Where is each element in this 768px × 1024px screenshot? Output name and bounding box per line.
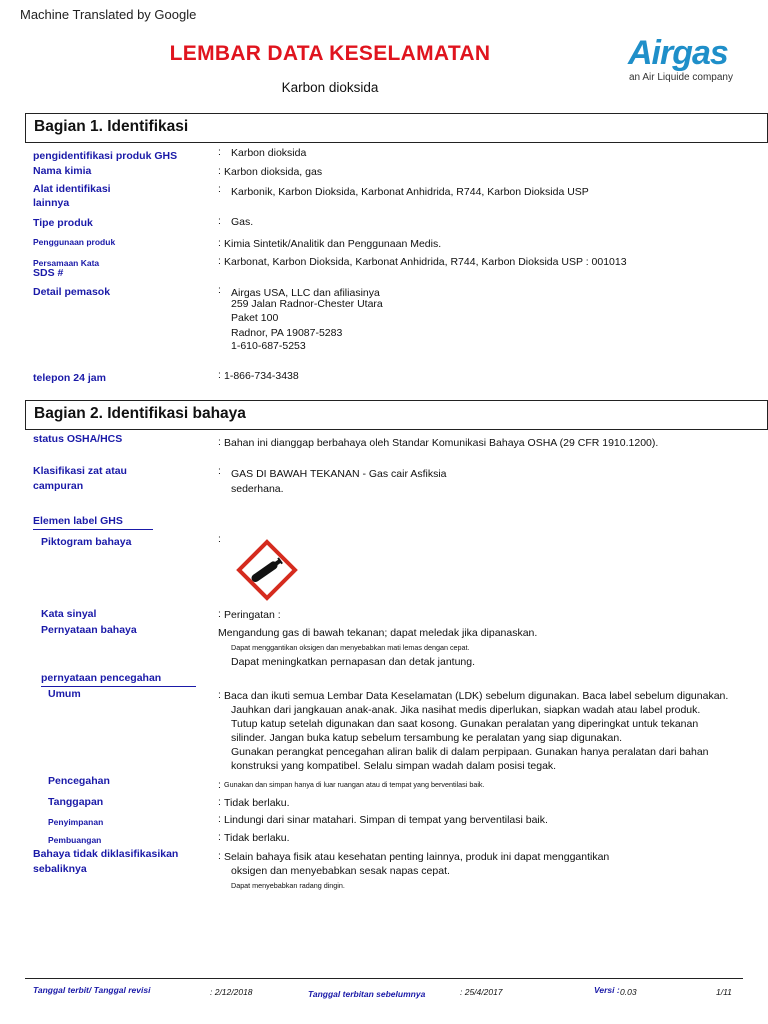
response-label: Tanggapan [48,796,104,808]
supplier-line: 1-610-687-5253 [231,340,306,352]
logo-wordmark: Airgas [628,34,728,72]
page-number: 1/11 [716,987,732,997]
colon: : [218,608,221,620]
gas-cylinder-diamond-icon [236,539,298,601]
logo-tagline: an Air Liquide company [629,72,733,83]
pictogram-label: Piktogram bahaya [41,536,132,548]
signal-word-label: Kata sinyal [41,608,97,620]
supplier-line: Airgas USA, LLC dan afiliasinya [231,287,380,299]
emergency-phone-label: telepon 24 jam [33,372,106,384]
classification-value: GAS DI BAWAH TEKANAN - Gas cair Asfiksia [231,468,447,480]
general-line: konstruksi yang kompatibel. Selalu simpan wadah dalam posisi tegak. [231,760,557,772]
storage-label: Penyimpanan [48,817,104,827]
sds-number-label: SDS # [33,267,64,279]
section-1-header [25,113,768,143]
ghs-identifier-value: Karbon dioksida [231,147,307,159]
issue-date-value: : 2/12/2018 [210,987,253,997]
footer-rule [25,978,743,979]
general-line: Jauhkan dari jangkauan anak-anak. Jika nasihat medis diperlukan, siapkan wadah atau label produk. [231,704,701,716]
general-line: silinder. Jangan buka katup sebelum tersambung ke peralatan yang siap digunakan. [231,732,623,744]
other-identifier-value: Karbonik, Karbon Dioksida, Karbonat Anhidrida, R744, Karbon Dioksida USP [231,186,589,198]
classification-label: Klasifikasi zat atau [33,465,127,477]
version-value: 0.03 [620,987,637,997]
colon: : [218,850,221,862]
other-identifier-label-2: lainnya [33,197,70,209]
colon: : [218,779,221,791]
colon: : [218,369,221,381]
osha-status-value: Bahan ini dianggap berbahaya oleh Standar Komunikasi Bahaya OSHA (29 CFR 1910.1200). [224,437,659,449]
synonym-value: Karbonat, Karbon Dioksida, Karbonat Anhidrida, R744, Karbon Dioksida USP : 001013 [224,256,627,268]
general-line: Tutup katup setelah digunakan dan saat kosong. Gunakan peralatan yang diperingkat untuk tekanan [231,718,699,730]
precautionary-heading: pernyataan pencegahan [41,671,196,687]
colon: : [218,215,221,227]
supplier-line: Paket 100 [231,312,279,324]
supplier-line: 259 Jalan Radnor-Chester Utara [231,298,383,310]
supplier-label: Detail pemasok [33,286,111,298]
previous-date-value: : 25/4/2017 [460,987,503,997]
colon: : [218,796,221,808]
section-2-header [25,400,768,430]
ghs-label-elements-heading: Elemen label GHS [33,514,153,530]
colon: : [218,237,221,249]
disposal-label: Pembuangan [48,835,102,845]
other-hazards-value: Selain bahaya fisik atau kesehatan penting lainnya, produk ini dapat menggantikan [224,851,610,863]
previous-date-label: Tanggal terbitan sebelumnya [308,989,426,999]
signal-word-value: Peringatan : [224,609,281,621]
page-title: LEMBAR DATA KESELAMATAN [169,42,491,65]
colon: : [218,146,221,158]
classification-value-2: sederhana. [231,483,284,495]
product-use-label: Penggunaan produk [33,237,116,247]
general-line: Baca dan ikuti semua Lembar Data Keselamatan (LDK) sebelum digunakan. Baca label sebelum digunakan. [224,690,729,702]
disposal-value: Tidak berlaku. [224,832,290,844]
airgas-logo [628,36,743,83]
other-hazards-label: Bahaya tidak diklasifikasikan [33,848,179,860]
machine-translated-note: Machine Translated by Google [20,7,197,22]
response-value: Tidak berlaku. [224,797,290,809]
colon: : [218,831,221,843]
chemical-name-value: Karbon dioksida, gas [224,166,323,178]
product-type-label: Tipe produk [33,217,93,229]
colon: : [218,465,221,477]
section-2-title: Bagian 2. Identifikasi bahaya [34,405,246,422]
hazard-statement-value-2: Dapat menggantikan oksigen dan menyebabkan mati lemas dengan cepat. [231,643,470,652]
colon: : [218,183,221,195]
hazard-statement-value-3: Dapat meningkatkan pernapasan dan detak jantung. [231,656,476,668]
product-use-value: Kimia Sintetik/Analitik dan Penggunaan Medis. [224,238,442,250]
colon: : [218,813,221,825]
prevention-value: Gunakan dan simpan hanya di luar ruangan atau di tempat yang berventilasi baik. [224,780,485,789]
storage-value: Lindungi dari sinar matahari. Simpan di tempat yang berventilasi baik. [224,814,548,826]
issue-date-label: Tanggal terbit/ Tanggal revisi [33,985,151,995]
supplier-line: Radnor, PA 19087-5283 [231,327,343,339]
colon: : [218,436,221,448]
colon: : [218,284,221,296]
product-type-value: Gas. [231,216,254,228]
colon: : [218,689,221,701]
prevention-label: Pencegahan [48,775,110,787]
hazard-statement-value: Mengandung gas di bawah tekanan; dapat meledak jika dipanaskan. [218,627,538,639]
other-hazards-value-2: oksigen dan menyebabkan sesak napas cepat. [231,865,450,877]
emergency-phone-value: 1-866-734-3438 [224,370,299,382]
product-subtitle: Karbon dioksida [281,80,379,95]
synonym-label: Persamaan Kata [33,258,100,268]
section-1-title: Bagian 1. Identifikasi [34,118,189,135]
colon: : [218,255,221,267]
colon: : [218,165,221,177]
colon: : [218,533,221,545]
chemical-name-label: Nama kimia [33,165,92,177]
other-hazards-label-2: sebaliknya [33,863,87,875]
hazard-statement-label: Pernyataan bahaya [41,624,137,636]
general-line: Gunakan perangkat pencegahan aliran balik di dalam perpipaan. Gunakan hanya peralatan dari bahan [231,746,709,758]
other-hazards-value-3: Dapat menyebabkan radang dingin. [231,881,345,890]
osha-status-label: status OSHA/HCS [33,433,123,445]
other-identifier-label: Alat identifikasi [33,183,111,195]
version-label: Versi : [594,985,620,995]
classification-label-2: campuran [33,480,84,492]
general-label: Umum [48,688,81,700]
ghs-identifier-label: pengidentifikasi produk GHS [33,150,178,162]
